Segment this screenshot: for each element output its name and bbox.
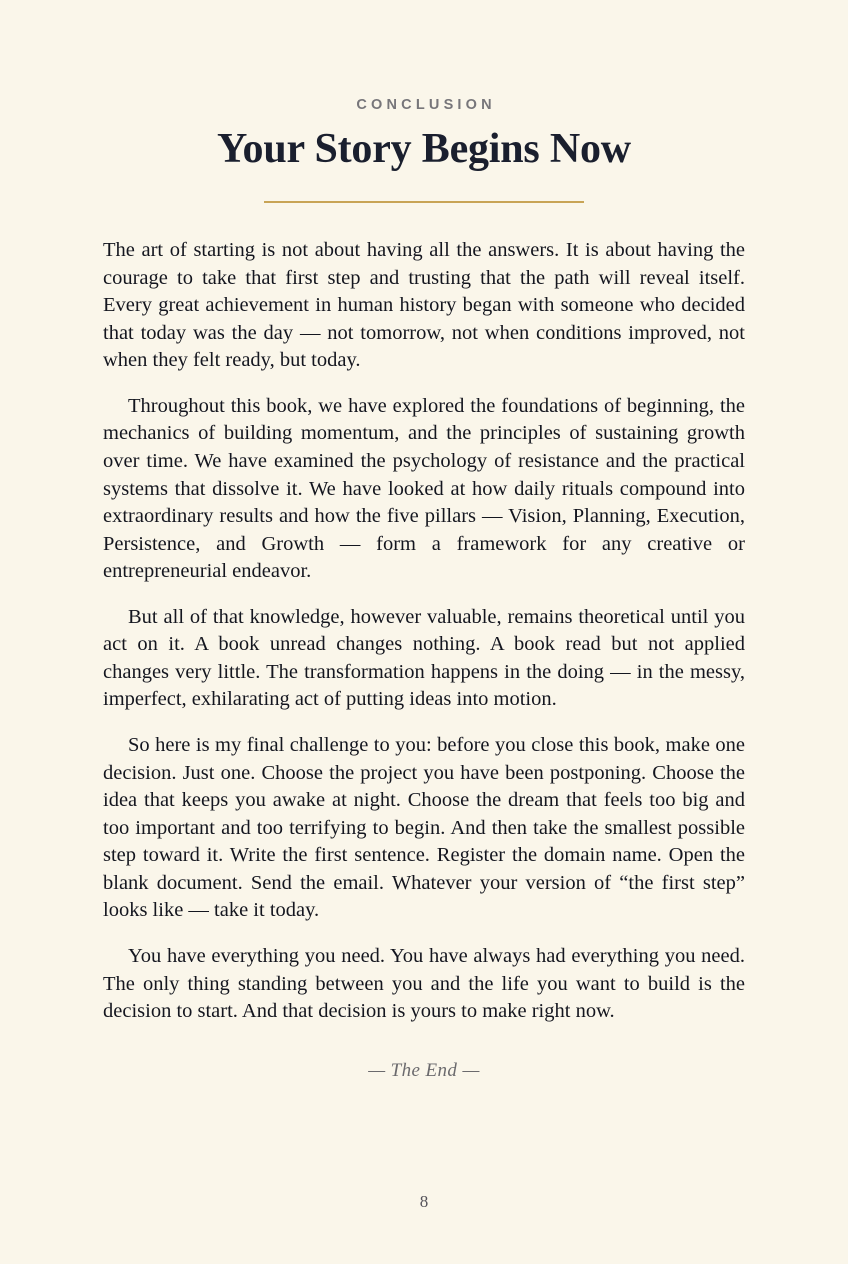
page-title: Your Story Begins Now [217,126,631,172]
paragraph: You have everything you need. You have always had everything you need. The only thing standing between you and the life you want to build is the decision to start. And that decision is yours to make right now. [103,944,745,1023]
paragraph: The art of starting is not about having all the answers. It is about having the courage to take that first step and trusting that the path will reveal itself. Every great achievement in human history began with someone who decided that today was the day — not tomorrow, not when conditions improved, not when they felt ready, but today. [103,239,745,372]
body-copy [103,237,745,1026]
paragraph: Throughout this book, we have explored the foundations of beginning, the mechanics of building momentum, and the principles of sustaining growth over time. We have examined the psychology of resistance and the practical systems that dissolve it. We have looked at how daily rituals compound into extraordinary results and how the five pillars — Vision, Planning, Execution, Persistence, and Growth — form a framework for any creative or entrepreneurial endeavor. [103,394,745,583]
chapter-eyebrow: CONCLUSION [356,97,496,113]
paragraph: But all of that knowledge, however valuable, remains theoretical until you act on it. A book unread changes nothing. A book read but not applied changes very little. The transformation happens in the doing — in the messy, imperfect, exhilarating act of putting ideas into motion. [103,605,745,711]
paragraph: So here is my final challenge to you: before you close this book, make one decision. Just one. Choose the project you have been postponing. Choose the idea that keeps you awake at night. Choose the dream that feels too big and too important and too terrifying to begin. And then take the smallest possible step toward it. Write the first sentence. Register the domain name. Open the blank document. Send the email. Whatever your version of “the first step” looks like — take it today. [103,734,745,922]
page-number: 8 [419,1192,429,1211]
title-divider-rule [264,201,584,203]
end-mark: — The End — [368,1059,480,1081]
